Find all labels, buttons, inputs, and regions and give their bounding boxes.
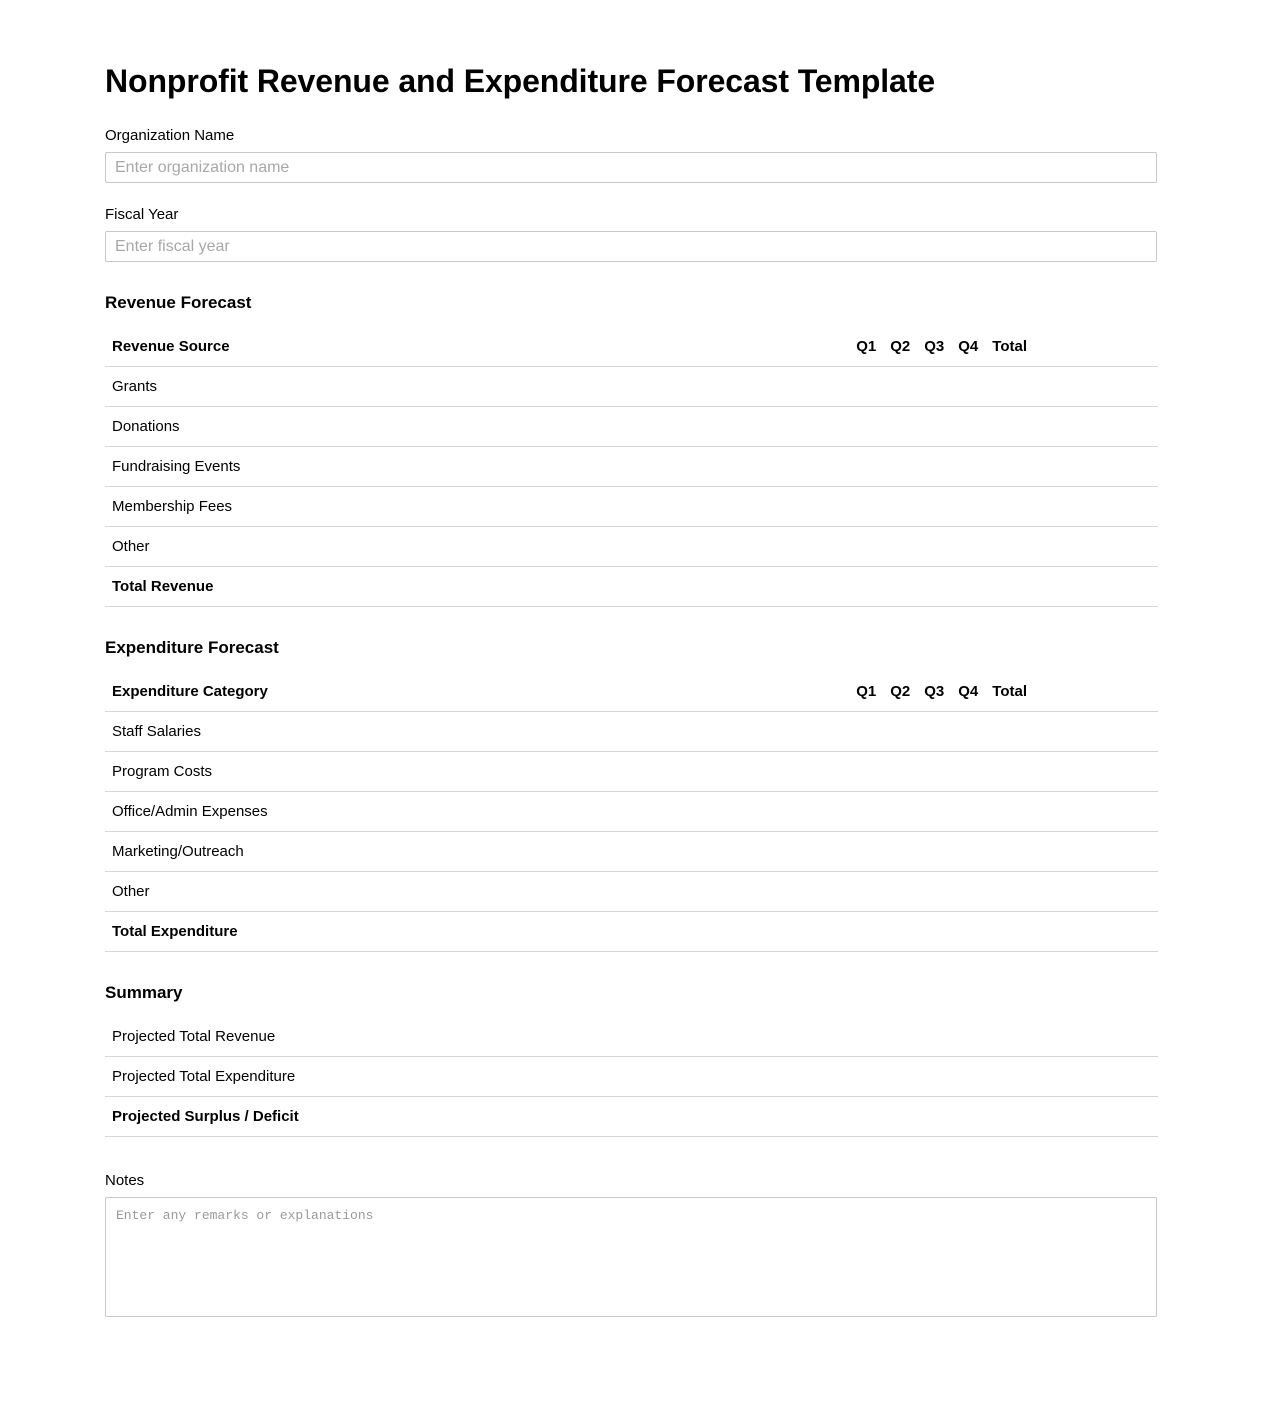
revenue-row-label: Grants (105, 367, 849, 407)
revenue-cell-q1[interactable] (849, 527, 883, 567)
revenue-cell-spacer (1034, 527, 1158, 567)
table-row (105, 407, 1158, 447)
expenditure-cell-q4[interactable] (951, 752, 985, 792)
revenue-cell-q2[interactable] (883, 447, 917, 487)
expenditure-table-body (105, 712, 1158, 952)
revenue-cell-q1[interactable] (849, 407, 883, 447)
expenditure-col-q3: Q3 (917, 672, 951, 712)
revenue-cell-spacer (1034, 447, 1158, 487)
notes-textarea[interactable] (105, 1197, 1157, 1317)
table-row (105, 832, 1158, 872)
table-row (105, 712, 1158, 752)
expenditure-forecast-table (105, 672, 1158, 952)
expenditure-header-row (105, 672, 1158, 712)
table-row (105, 487, 1158, 527)
expenditure-cell-q3[interactable] (917, 712, 951, 752)
expenditure-total-total (985, 912, 1034, 952)
expenditure-col-spacer (1034, 672, 1158, 712)
summary-table (105, 1017, 1158, 1137)
summary-label: Projected Total Expenditure (105, 1057, 724, 1097)
summary-row-projected-total-revenue (105, 1017, 1158, 1057)
revenue-col-source: Revenue Source (105, 327, 849, 367)
expenditure-total-q2 (883, 912, 917, 952)
expenditure-row-label: Staff Salaries (105, 712, 849, 752)
revenue-cell-q4[interactable] (951, 527, 985, 567)
expenditure-col-total: Total (985, 672, 1034, 712)
revenue-cell-q2[interactable] (883, 487, 917, 527)
expenditure-cell-q2[interactable] (883, 872, 917, 912)
expenditure-col-q1: Q1 (849, 672, 883, 712)
expenditure-row-label: Marketing/Outreach (105, 832, 849, 872)
revenue-total-spacer (1034, 567, 1158, 607)
fiscal-year-input[interactable] (105, 231, 1157, 262)
summary-value[interactable] (724, 1017, 1158, 1057)
revenue-cell-q3[interactable] (917, 367, 951, 407)
expenditure-cell-q4[interactable] (951, 792, 985, 832)
expenditure-cell-spacer (1034, 792, 1158, 832)
organization-name-field-block (105, 126, 1158, 183)
expenditure-cell-total[interactable] (985, 832, 1034, 872)
revenue-total-total (985, 567, 1034, 607)
expenditure-cell-spacer (1034, 832, 1158, 872)
revenue-row-label: Other (105, 527, 849, 567)
expenditure-cell-total[interactable] (985, 792, 1034, 832)
summary-table-body (105, 1017, 1158, 1137)
summary-row-projected-surplus-deficit (105, 1097, 1158, 1137)
revenue-total-q4 (951, 567, 985, 607)
expenditure-cell-q2[interactable] (883, 712, 917, 752)
revenue-cell-q3[interactable] (917, 447, 951, 487)
revenue-forecast-heading: Revenue Forecast (105, 293, 252, 313)
expenditure-total-q3 (917, 912, 951, 952)
expenditure-cell-q2[interactable] (883, 832, 917, 872)
page-title: Nonprofit Revenue and Expenditure Forecast Template (105, 63, 936, 99)
expenditure-cell-total[interactable] (985, 872, 1034, 912)
revenue-cell-q1[interactable] (849, 487, 883, 527)
table-row (105, 792, 1158, 832)
revenue-col-q1: Q1 (849, 327, 883, 367)
expenditure-cell-q4[interactable] (951, 832, 985, 872)
revenue-cell-q3[interactable] (917, 407, 951, 447)
expenditure-total-row (105, 912, 1158, 952)
summary-value[interactable] (724, 1057, 1158, 1097)
revenue-total-q3 (917, 567, 951, 607)
revenue-row-label: Donations (105, 407, 849, 447)
revenue-cell-q4[interactable] (951, 447, 985, 487)
expenditure-cell-spacer (1034, 712, 1158, 752)
summary-heading: Summary (105, 983, 183, 1003)
revenue-row-label: Membership Fees (105, 487, 849, 527)
organization-name-label: Organization Name (105, 127, 235, 145)
revenue-cell-q1[interactable] (849, 447, 883, 487)
expenditure-row-label: Other (105, 872, 849, 912)
expenditure-cell-q4[interactable] (951, 872, 985, 912)
expenditure-table-head (105, 672, 1158, 712)
revenue-cell-total[interactable] (985, 407, 1034, 447)
expenditure-cell-q2[interactable] (883, 752, 917, 792)
expenditure-total-q1 (849, 912, 883, 952)
revenue-total-row (105, 567, 1158, 607)
revenue-cell-q3[interactable] (917, 487, 951, 527)
revenue-total-q1 (849, 567, 883, 607)
table-row (105, 752, 1158, 792)
revenue-cell-q3[interactable] (917, 527, 951, 567)
table-row (105, 367, 1158, 407)
table-row (105, 872, 1158, 912)
revenue-cell-q1[interactable] (849, 367, 883, 407)
expenditure-cell-q2[interactable] (883, 792, 917, 832)
revenue-cell-total[interactable] (985, 487, 1034, 527)
expenditure-row-label: Office/Admin Expenses (105, 792, 849, 832)
revenue-total-label: Total Revenue (105, 567, 849, 607)
revenue-cell-q2[interactable] (883, 367, 917, 407)
revenue-header-row (105, 327, 1158, 367)
expenditure-cell-total[interactable] (985, 712, 1034, 752)
revenue-cell-spacer (1034, 487, 1158, 527)
expenditure-total-label: Total Expenditure (105, 912, 849, 952)
revenue-cell-total[interactable] (985, 527, 1034, 567)
revenue-total-q2 (883, 567, 917, 607)
revenue-cell-q2[interactable] (883, 527, 917, 567)
summary-label: Projected Surplus / Deficit (105, 1097, 724, 1137)
summary-row-projected-total-expenditure (105, 1057, 1158, 1097)
revenue-cell-q2[interactable] (883, 407, 917, 447)
expenditure-cell-q3[interactable] (917, 832, 951, 872)
expenditure-cell-q1[interactable] (849, 752, 883, 792)
revenue-row-label: Fundraising Events (105, 447, 849, 487)
organization-name-input[interactable] (105, 152, 1157, 183)
table-row (105, 527, 1158, 567)
revenue-col-total: Total (985, 327, 1034, 367)
expenditure-cell-q4[interactable] (951, 712, 985, 752)
summary-value[interactable] (724, 1097, 1158, 1137)
fiscal-year-field-block (105, 205, 1158, 262)
expenditure-cell-q3[interactable] (917, 872, 951, 912)
revenue-col-q3: Q3 (917, 327, 951, 367)
revenue-cell-total[interactable] (985, 447, 1034, 487)
expenditure-cell-q1[interactable] (849, 832, 883, 872)
revenue-cell-q4[interactable] (951, 407, 985, 447)
table-row (105, 447, 1158, 487)
expenditure-row-label: Program Costs (105, 752, 849, 792)
expenditure-cell-spacer (1034, 872, 1158, 912)
expenditure-col-q2: Q2 (883, 672, 917, 712)
expenditure-cell-q1[interactable] (849, 792, 883, 832)
revenue-cell-spacer (1034, 407, 1158, 447)
revenue-forecast-table (105, 327, 1158, 607)
revenue-cell-total[interactable] (985, 367, 1034, 407)
expenditure-cell-q3[interactable] (917, 752, 951, 792)
expenditure-cell-spacer (1034, 752, 1158, 792)
revenue-table-body (105, 367, 1158, 607)
expenditure-total-spacer (1034, 912, 1158, 952)
expenditure-col-q4: Q4 (951, 672, 985, 712)
revenue-cell-spacer (1034, 367, 1158, 407)
revenue-col-spacer (1034, 327, 1158, 367)
expenditure-cell-q3[interactable] (917, 792, 951, 832)
expenditure-cell-q1[interactable] (849, 712, 883, 752)
revenue-table-head (105, 327, 1158, 367)
expenditure-col-category: Expenditure Category (105, 672, 849, 712)
expenditure-cell-q1[interactable] (849, 872, 883, 912)
revenue-col-q2: Q2 (883, 327, 917, 367)
expenditure-cell-total[interactable] (985, 752, 1034, 792)
notes-field-block (105, 1171, 1158, 1317)
revenue-cell-q4[interactable] (951, 367, 985, 407)
revenue-col-q4: Q4 (951, 327, 985, 367)
summary-label: Projected Total Revenue (105, 1017, 724, 1057)
expenditure-total-q4 (951, 912, 985, 952)
revenue-cell-q4[interactable] (951, 487, 985, 527)
expenditure-forecast-heading: Expenditure Forecast (105, 638, 279, 658)
notes-label: Notes (105, 1172, 145, 1190)
fiscal-year-label: Fiscal Year (105, 206, 179, 224)
